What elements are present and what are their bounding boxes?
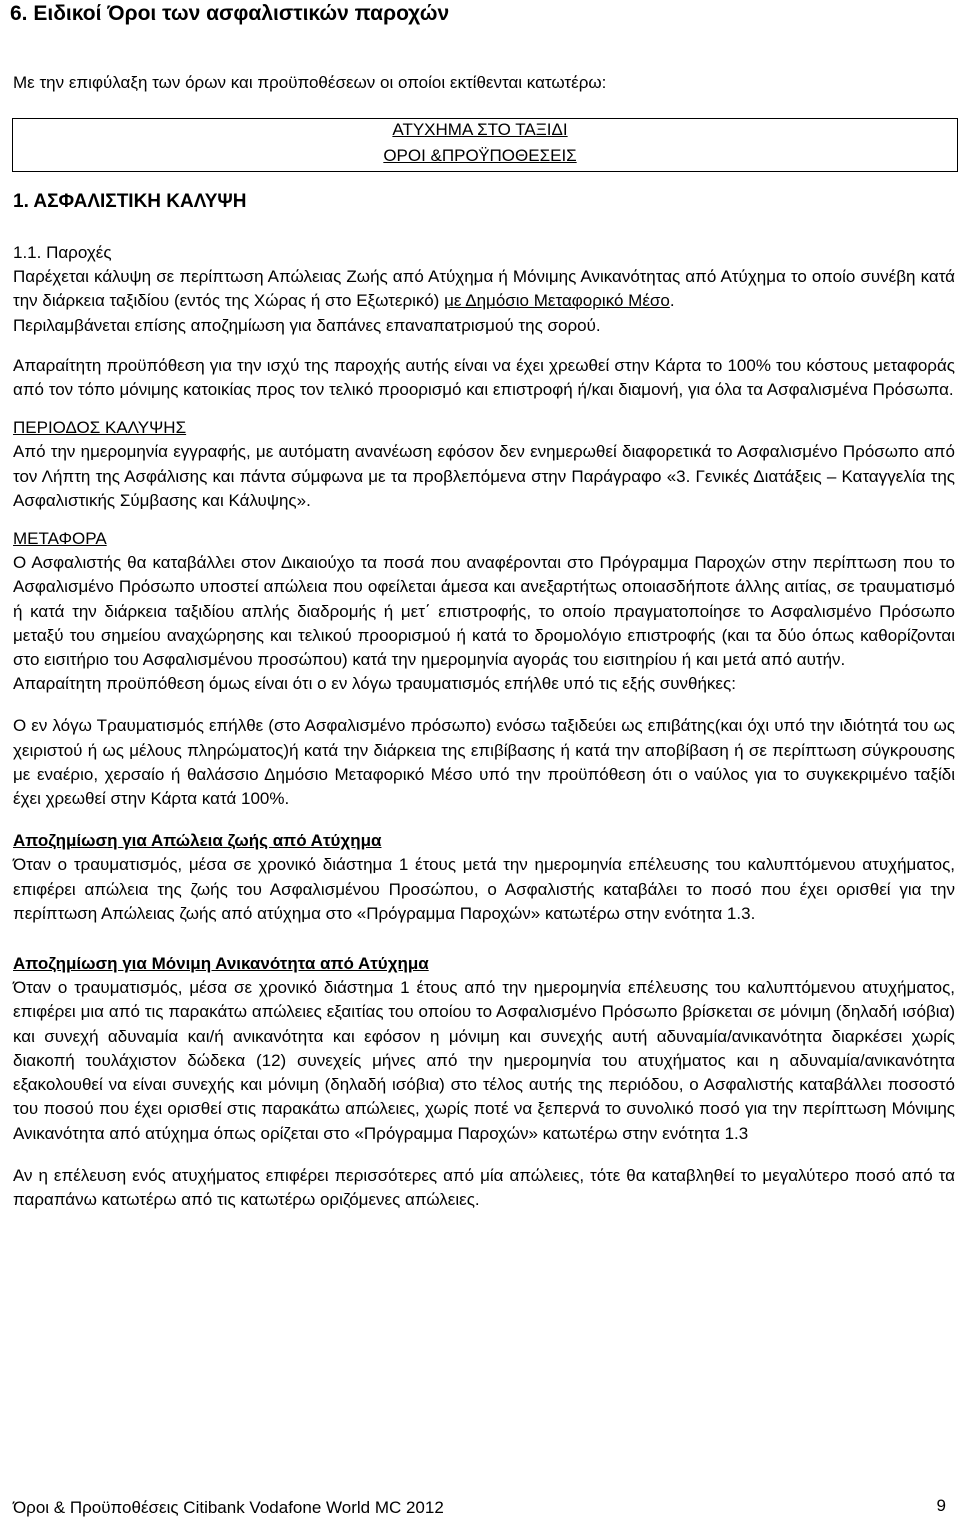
transport-condition: Απαραίτητη προϋπόθεση όμως είναι ότι ο εν λόγω τραυματισμός επήλθε υπό τις εξής συνθήκες: xyxy=(13,674,736,694)
benefits-p1-text: Παρέχεται κάλυψη σε περίπτωση Απώλειας Ζωής από Ατύχημα ή Μόνιμης Ανικανότητας από Ατύχημα το οποίο συνέβη κατά την διάρκεια ταξιδίου (εντός της Χώρας ή στο Εξωτερικό) xyxy=(13,267,955,311)
coverage-period-heading: ΠΕΡΙΟΔΟΣ ΚΑΛΥΨΗΣ xyxy=(13,418,187,438)
page-number: 9 xyxy=(936,1496,946,1515)
benefits-paragraph-2: Περιλαμβάνεται επίσης αποζημίωση για δαπάνες επαναπατρισμού της σορού. xyxy=(13,315,601,335)
coverage-period-text: Από την ημερομηνία εγγραφής, με αυτόματη ανανέωση εφόσον δεν ενημερωθεί διαφορετικά το Ασφαλισμένο Πρόσωπο από τον Λήπτη της Ασφάλισης και πάντα σύμφωνα με τα προβλεπόμενα στην Παράγραφο «3. Γενικές Διατάξεις – Καταγγελία της Ασφαλιστικής Σύμβασης και Κάλυψης». xyxy=(13,442,955,510)
document-body xyxy=(13,241,955,1212)
benefits-p1-end: . xyxy=(669,291,675,311)
transport-circumstances: Ο εν λόγω Τραυματισμός επήλθε (στο Ασφαλισμένο πρόσωπο) ενόσω ταξιδεύει ως επιβάτης(και όχι υπό την ιδιότητά του ως χειριστού ή ως μέλους πληρώματος)ή κατά την διάρκεια της επιβίβασης ή κατά την αποβίβαση ή σε περίπτωση σύγκρουσης με εναέριο, χερσαίο ή θαλάσσιο Δημόσιο Μεταφορικό Μέσο υπό την προϋπόθεση ότι ο ναύλος για το συγκεκριμένο ταξίδι έχει χρεωθεί στην Κάρτα κατά 100%. xyxy=(13,716,955,809)
benefits-heading: 1.1. Παροχές xyxy=(13,243,112,262)
disability-benefit-text: Όταν ο τραυματισμός, μέσα σε χρονικό διάστημα 1 έτους από την ημερομηνία επέλευσης του καλυπτόμενου ατυχήματος, επιφέρει μια από τις παρακάτω απώλειες εξαιτίας του οποίου το Ασφαλισμένο Πρόσωπο βρίσκεται σε μόνιμη (δηλαδή ισόβια) και συνεχή αδυναμία και/ή ανικανότητα και εφόσον η μόνιμη και συνεχής αυτή αδυναμία/ανικανότητα διαρκέσει χωρίς διακοπή τουλάχιστον δώδεκα (12) συνεχείς μήνες από την ημερομηνία του ατυχήματος και η αδυναμία/ανικανότητα εξακολουθεί να είναι συνεχής και μόνιμη (δηλαδή ισόβια) στο τέλος αυτής της περιόδου, ο Ασφαλιστής καταβάλλει ποσοστό του ποσού που έχει ορισθεί στις παρακάτω απώλειες, χωρίς ποτέ να ξεπερνά το συνολικό ποσό για την περίπτωση Μόνιμης Ανικανότητα από ατύχημα όπως ορίζεται στο «Πρόγραμμα Παροχών» κατωτέρω στην ενότητα 1.3 xyxy=(13,978,955,1143)
death-benefit-text: Όταν ο τραυματισμός, μέσα σε χρονικό διάστημα 1 έτους μετά την ημερομηνία επέλευσης του καλυπτόμενου ατυχήματος, επιφέρει απώλεια της ζωής του Ασφαλισμένου Προσώπου, ο Ασφαλιστής καταβάλει το ποσό που έχει ορισθεί για την περίπτωση Απώλειας ζωής από ατύχημα στο «Πρόγραμμα Παροχών» κατωτέρω στην ενότητα 1.3. xyxy=(13,855,955,923)
benefits-paragraph-1 xyxy=(13,265,955,313)
intro-text: Με την επιφύλαξη των όρων και προϋποθέσεων οι οποίοι εκτίθενται κατωτέρω: xyxy=(13,73,607,92)
transport-heading: ΜΕΤΑΦΟΡΑ xyxy=(13,529,107,549)
benefits-paragraph-3: Απαραίτητη προϋπόθεση για την ισχύ της παροχής αυτής είναι να έχει χρεωθεί στην Κάρτα το 100% του κόστους μεταφοράς από τον τόπο μόνιμης κατοικίας προς τον τελικό προορισμό και επιστροφή ή/και διαμονή, για όλα τα Ασφαλισμένα Πρόσωπα. xyxy=(13,355,955,400)
disability-benefit-heading: Αποζημίωση για Μόνιμη Ανικανότητα από Ατύχημα xyxy=(13,954,429,974)
box-title-line-1: ΑΤΥΧΗΜΑ ΣΤΟ ΤΑΞΙΔΙ xyxy=(392,120,568,139)
section-title: 6. Ειδικοί Όροι των ασφαλιστικών παροχών xyxy=(10,2,450,25)
public-transport-underlined: με Δημόσιο Μεταφορικό Μέσο xyxy=(444,291,670,311)
death-benefit-heading: Αποζημίωση για Απώλεια ζωής από Ατύχημα xyxy=(13,831,382,851)
box-title-line-2: ΟΡΟΙ &ΠΡΟΫΠΟΘΕΣΕΙΣ xyxy=(383,146,577,165)
footer-title: Όροι & Προϋποθέσεις Citibank Vodafone World MC 2012 xyxy=(13,1498,444,1517)
coverage-title: 1. ΑΣΦΑΛΙΣΤΙΚΗ ΚΑΛΥΨΗ xyxy=(13,191,247,212)
transport-text: Ο Ασφαλιστής θα καταβάλλει στον Δικαιούχο τα ποσά που αναφέρονται στο Πρόγραμμα Παροχών στην περίπτωση που το Ασφαλισμένο Πρόσωπο υποστεί απώλεια που οφείλεται άμεσα και ανεξαρτήτως οποιασδήποτε άλλης αιτίας, σε τραυματισμό ή κατά την διάρκεια ταξιδίου απλής διαδρομής ή μετ΄ επιστροφής, το οποίο πραγματοποίησε το Ασφαλισμένο Πρόσωπο μεταξύ του σημείου αναχώρησης και τελικού προορισμού ή κατά το δρομολόγιο επιστροφής (και τα δύο όπως καθορίζονται στο εισιτήριο του Ασφαλισμένου προσώπου) κατά την ημερομηνία αγοράς του εισιτηρίου ή και μετά από αυτήν. xyxy=(13,553,955,670)
multiple-losses-text: Αν η επέλευση ενός ατυχήματος επιφέρει περισσότερες από μία απώλειες, τότε θα καταβληθεί το μεγαλύτερο ποσό από τα παραπάνω κατωτέρω από τις κατωτέρω οριζόμενες απώλειες. xyxy=(13,1165,955,1209)
